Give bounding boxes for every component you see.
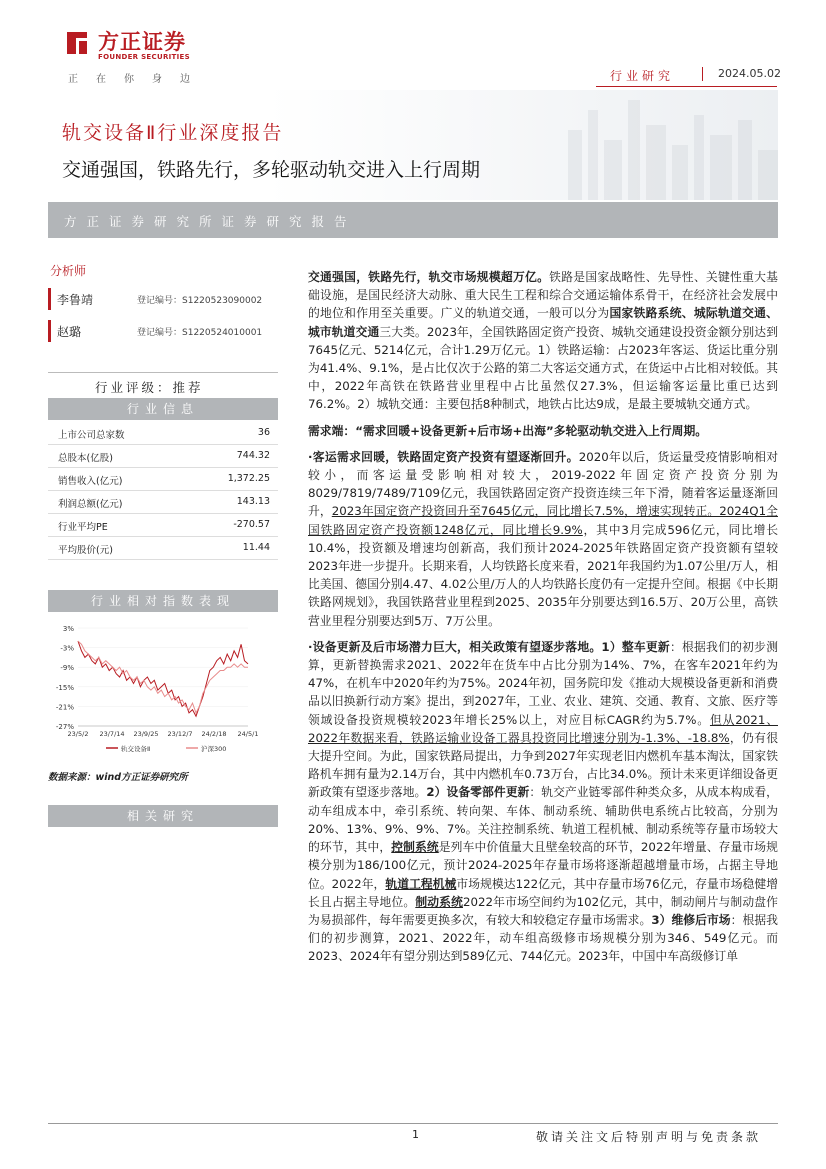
series-line-1 <box>78 641 248 713</box>
body-text: ：轨交产业链零部件种类众多，从成本构成看，动车组成本中，牵引系统、转向架、车体、制动系统、辅助供电系统占比较高，分别为20%、13%、9%、9%、7%。关注控制系统、轨道工程机械、制动系统等存量市场较大的环节，其中， <box>308 785 778 855</box>
info-row <box>48 445 278 468</box>
info-value: 36 <box>257 427 270 438</box>
body-text: ，仍有很大提升空间。为此，国家铁路局提出，力争到2027年实现老旧内燃机车基本淘汰，国家铁路机车拥有量为2.14万台，其中内燃机车0.73万台，占比34.0%。预计未来更详细设备更新政策有望逐步落地。 <box>308 730 778 800</box>
info-row <box>48 422 278 445</box>
y-tick-label: -21% <box>55 703 74 712</box>
info-value: 143.13 <box>236 496 270 507</box>
logo-text-cn: 方正证券 <box>98 30 186 54</box>
logo-text-en: FOUNDER SECURITIES <box>98 53 190 61</box>
bold-text: 国家铁路系统、城际轨道交通、城市轨道交通 <box>308 306 778 339</box>
info-key: 销售收入(亿元) <box>58 476 123 487</box>
header-underline <box>596 86 777 87</box>
body-text: ：根据我们的初步测算，更新替换需求2021、2022年在货车中占比分别为14%、7%，在客车2021年约为47%，在机车中2020年约为75%。2024年初，国务院印发《推动大规模设备更新和消费品以旧换新行动方案》提出，到2027年，工业、农业、建筑、交通、教育、文旅、医疗等领域设备投资规模较2023年增长25%以上，对应目标CAGR约为5.7%。 <box>308 639 778 727</box>
analyst-row <box>48 320 281 342</box>
body-text: ，其中3月完成596亿元，同比增长10.4%，投资额及增速均创新高，我们预计2024-2025年铁路固定资产投资额有望较2023年进一步提升。长期来看，人均铁路长度来看，2021年我国约为1.07公里/万人，相比美国、德国分别4.47、4.02公里/万人的人均铁路长度仍有一定提升空间。根据《中长期铁路网规划》，我国铁路营业里程到2025、2035年分别要达到16.5万、20万公里，高铁营业里程分别要达到5万、7万公里。 <box>308 522 778 628</box>
paragraph-demand <box>308 422 778 440</box>
bold-text: 交通强国，铁路先行，轨交市场规模超万亿。 <box>308 270 550 284</box>
x-tick-label: 23/7/14 <box>99 730 125 738</box>
y-tick-label: -15% <box>55 683 74 692</box>
page-number: 1 <box>412 1128 419 1141</box>
y-tick-label: 3% <box>62 625 74 633</box>
report-body <box>308 268 778 974</box>
industry-rating <box>48 372 278 399</box>
info-value: 1,372.25 <box>227 473 270 484</box>
slogan: 正在你身边 <box>68 74 208 85</box>
y-tick-label: -9% <box>60 664 74 673</box>
analyst-label: 分析师 <box>50 264 87 278</box>
header-separator <box>702 67 703 81</box>
body-text: ：根据我们的初步测算，2021、2022年，动车组高级修市场规模分别为346、549亿元。而2023、2024年有望分别达到589亿元、744亿元。2023年，中国中车高级修订单 <box>308 912 778 964</box>
chart-source: 数据来源：wind方正证券研究所 <box>48 772 188 783</box>
info-row <box>48 468 278 491</box>
info-key: 上市公司总家数 <box>58 430 125 441</box>
body-text: 2020年以后，货运量受疫情影响相对较小，而客运量受影响相对较大，2019-2022年固定资产投资分别为8029/7819/7489/7109亿元，我国铁路固定资产投资连续三年下滑，随着客运量逐渐回升， <box>308 449 778 519</box>
bold-text: 需求端：“需求回暖+设备更新+后市场+出海”多轮驱动轨交进入上行周期。 <box>308 423 708 438</box>
info-key: 行业平均PE <box>58 522 108 533</box>
analyst-name: 赵璐 <box>57 325 82 339</box>
analyst-reg: 登记编号：S1220524010001 <box>137 328 263 338</box>
industry-info-title: 行业信息 <box>48 398 278 420</box>
report-date: 2024.05.02 <box>718 67 781 80</box>
bold-text: ·客运需求回暖，铁路固定资产投资有望逐渐回升。 <box>308 449 579 464</box>
bold-underlined-text: 制动系统 <box>415 894 464 909</box>
report-series-title: 轨交设备Ⅱ行业深度报告 <box>62 122 284 144</box>
bold-text: 3）维修后市场 <box>651 912 731 927</box>
body-text: 铁路是国家战略性、先导性、关键性重大基础设施，是国民经济大动脉、重大民生工程和综合交通运输体系骨干，在经济社会发展中的地位和作用至关重要。广义的轨道交通，一般可以分为 <box>308 270 778 321</box>
paragraph-passenger-demand <box>308 448 778 630</box>
report-category: 行业研究 <box>610 69 675 83</box>
y-tick-label: -27% <box>55 723 74 731</box>
legend-label: 沪深300 <box>201 745 227 753</box>
x-tick-label: 24/2/18 <box>201 730 227 738</box>
info-value: -270.57 <box>233 519 270 530</box>
x-tick-label: 23/5/2 <box>67 730 89 738</box>
bold-underlined-text: 控制系统 <box>391 840 439 855</box>
body-text: 2022年市场空间约为102亿元，其中，制动闸片与制动盘作为易损部件，每年需要更换多次，有较大和较稳定存量市场需求。 <box>308 894 778 927</box>
footer-line <box>48 1123 778 1124</box>
x-tick-label: 23/12/7 <box>167 730 193 738</box>
industry-rating-text: 行业评级：推荐 <box>95 380 204 395</box>
analyst-row <box>48 288 281 310</box>
info-value: 744.32 <box>236 450 270 461</box>
body-text: 三大类。2023年，全国铁路固定资产投资、城轨交通建设投资金额分别达到7645亿元、5214亿元，合计1.29万亿元。1）铁路运输：占2023年客运、货运比重分别为41.4%、9.1%，是占比仅次于公路的第二大客运交通方式，在货运中占比相对较低。其中，2022年高铁在铁路营业里程中占比虽然仅27.3%，但运输客运量比重已达到76.2%。2）城轨交通：主要包括8种制式，地铁占比达9成，是最主要城轨交通方式。 <box>308 324 778 412</box>
paragraph-market-scale <box>308 268 778 414</box>
founder-logo-icon <box>64 28 90 58</box>
info-row <box>48 514 278 537</box>
footer-disclaimer: 敬请关注文后特别声明与免责条款 <box>536 1130 762 1144</box>
analyst-reg: 登记编号：S1220523090002 <box>137 296 263 306</box>
institute-banner-text: 方正证券研究所证券研究报告 <box>64 214 357 229</box>
x-tick-label: 23/9/25 <box>133 730 159 738</box>
bold-text: 2）设备零部件更新 <box>426 785 530 800</box>
body-text: 是列车中价值量大且壁垒较高的环节，2022年增量、存量市场规模分别为186/100亿元，预计2024-2025年存量市场将逐渐超越增量市场，占据主导地位。2022年， <box>308 840 778 891</box>
paragraph-equipment-renewal <box>308 638 778 966</box>
info-key: 利润总额(亿元) <box>58 499 123 510</box>
info-row <box>48 491 278 514</box>
y-tick-label: -3% <box>60 644 74 653</box>
bold-underlined-text: 轨道工程机械 <box>385 876 457 891</box>
series-line-0 <box>78 641 248 716</box>
body-text: 市场规模达122亿元，其中存量市场76亿元，存量市场稳健增长且占据主导地位。 <box>308 876 778 909</box>
bold-text: ·设备更新及后市场潜力巨大，相关政策有望逐步落地。1）整车更新 <box>308 639 670 654</box>
info-key: 总股本(亿股) <box>58 453 113 464</box>
underlined-text: 2023年国定资产投资回升至7645亿元，同比增长7.5%，增速实现转正。2024Q1全国铁路固定资产投资额1248亿元，同比增长9.9% <box>308 504 778 537</box>
relative-index-title: 行业相对指数表现 <box>48 590 278 612</box>
underlined-text: 但从2021、2022年数据来看，铁路运输业设备工器具投资同比增速分别为-1.3%、-18.8% <box>308 712 778 745</box>
legend-label: 轨交设备Ⅱ <box>121 745 151 753</box>
x-tick-label: 24/5/1 <box>237 730 259 738</box>
report-headline: 交通强国，铁路先行，多轮驱动轨交进入上行周期 <box>62 159 481 181</box>
info-row <box>48 537 278 560</box>
related-research-title: 相关研究 <box>48 805 278 827</box>
info-key: 平均股价(元) <box>58 545 113 556</box>
info-value: 11.44 <box>242 542 270 553</box>
analyst-name: 李鲁靖 <box>57 293 94 307</box>
relative-index-chart <box>48 616 278 766</box>
title-background <box>48 90 778 200</box>
